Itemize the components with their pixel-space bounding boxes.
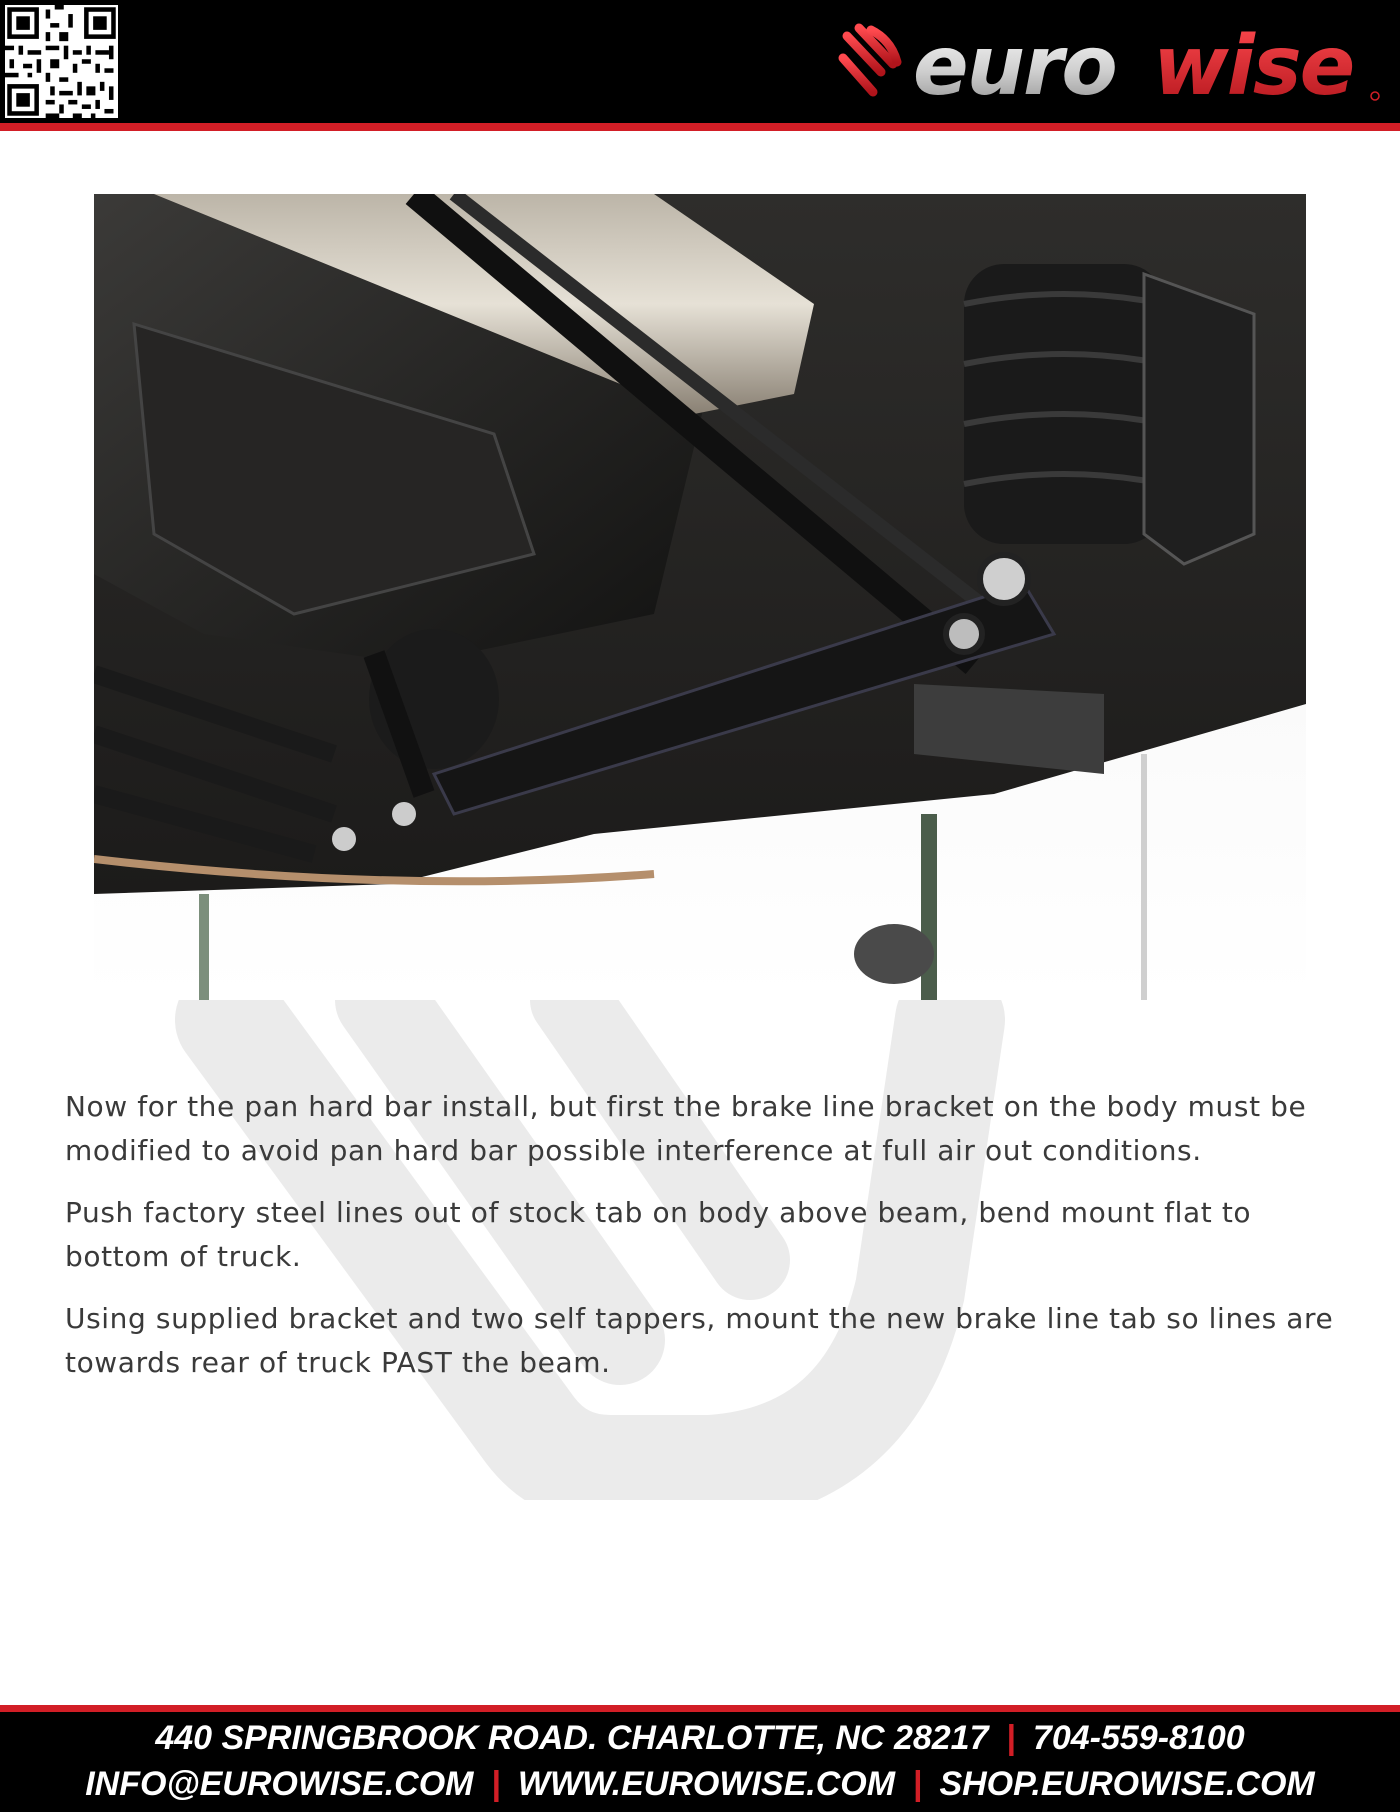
page-header: [0, 0, 1400, 131]
paragraph: Using supplied bracket and two self tappers, mount the new brake line tab so lines are towards rear of truck PAST the beam.: [65, 1302, 1334, 1379]
svg-text:wise: wise: [1153, 19, 1354, 110]
eurowise-logo: [835, 14, 1385, 110]
footer-contact-line: [0, 1715, 1400, 1761]
truck-undercarriage-photo: [94, 194, 1306, 1000]
footer-email: INFO@EUROWISE.COM: [85, 1765, 474, 1803]
paragraph: Now for the pan hard bar install, but first the brake line bracket on the body must be modified to avoid pan hard bar possible interference at full air out conditions.: [65, 1090, 1307, 1167]
qr-code-icon: [5, 5, 118, 118]
footer-address: 440 SPRINGBROOK ROAD. CHARLOTTE, NC 28217: [155, 1719, 989, 1757]
separator: |: [912, 1765, 922, 1803]
footer-web-line: [0, 1761, 1400, 1807]
paragraph: Push factory steel lines out of stock tab on body above beam, bend mount flat to bottom of truck.: [65, 1196, 1252, 1273]
page-footer: [0, 1705, 1400, 1812]
footer-shop: SHOP.EUROWISE.COM: [939, 1765, 1315, 1803]
instruction-text: [65, 1085, 1345, 1403]
svg-text:euro: euro: [913, 19, 1116, 110]
footer-phone: 704-559-8100: [1032, 1719, 1245, 1757]
separator: |: [490, 1765, 501, 1803]
separator: |: [1005, 1719, 1016, 1757]
footer-website: WWW.EUROWISE.COM: [517, 1765, 896, 1803]
